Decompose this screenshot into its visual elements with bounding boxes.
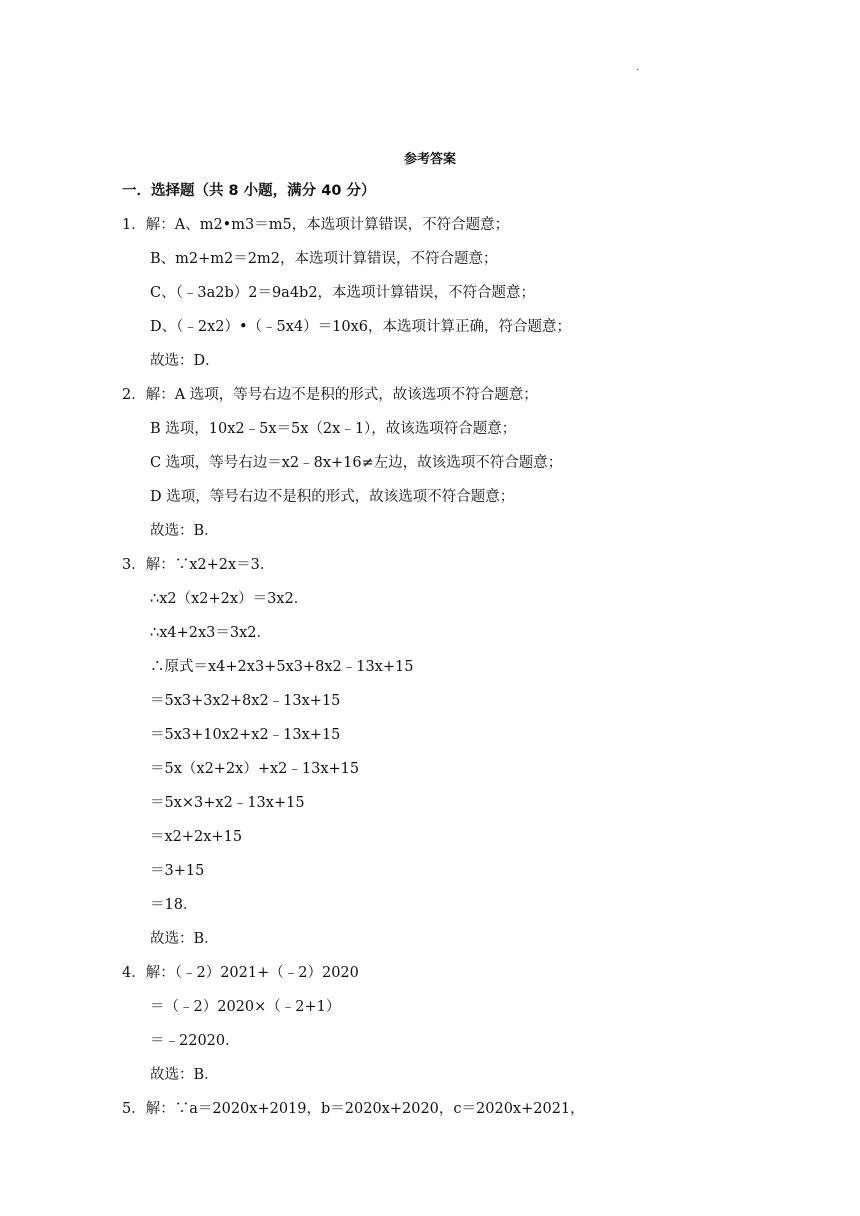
answer-line: B、m2+m2＝2m2，本选项计算错误，不符合题意； <box>150 251 498 267</box>
answer-line: 故选：D． <box>150 353 220 369</box>
answer-line: ＝﹣22020． <box>150 1033 240 1049</box>
answer-line: ＝18． <box>150 897 198 913</box>
answer-line: ＝5x（x2+2x）+x2﹣13x+15 <box>150 761 360 777</box>
answer-line: B 选项，10x2﹣5x＝5x（2x﹣1），故该选项符合题意； <box>150 421 517 437</box>
answer-line: D、（﹣2x2）•（﹣5x4）＝10x6，本选项计算正确，符合题意； <box>150 319 572 335</box>
answer-line: D 选项，等号右边不是积的形式，故该选项不符合题意； <box>150 489 515 505</box>
answer-line: ∴原式＝x4+2x3+5x3+8x2﹣13x+15 <box>150 659 414 675</box>
answer-line: 5．解：∵a＝2020x+2019，b＝2020x+2020，c＝2020x+2021， <box>122 1101 585 1117</box>
answer-line: 故选：B． <box>150 523 219 539</box>
answer-line: C、（﹣3a2b）2＝9a4b2，本选项计算错误，不符合题意； <box>150 285 536 301</box>
answer-line: 1．解：A、m2•m3＝m5，本选项计算错误，不符合题意； <box>122 217 510 233</box>
header-dot: . <box>636 62 640 73</box>
answer-line: 故选：B． <box>150 931 219 947</box>
answer-line: ＝（﹣2）2020×（﹣2+1） <box>150 999 341 1015</box>
answer-line: 4．解：（﹣2）2021+（﹣2）2020 <box>122 965 359 981</box>
answer-line: ＝3+15 <box>150 863 205 879</box>
answer-line: 2．解：A 选项，等号右边不是积的形式，故该选项不符合题意； <box>122 387 538 403</box>
answer-line: ∴x2（x2+2x）＝3x2． <box>150 591 309 607</box>
answer-line: C 选项，等号右边＝x2﹣8x+16≠左边，故该选项不符合题意； <box>150 455 563 471</box>
answer-line: ∴x4+2x3＝3x2． <box>150 625 272 641</box>
answer-line: 故选：B． <box>150 1067 219 1083</box>
answer-line: ＝5x3+10x2+x2﹣13x+15 <box>150 727 341 743</box>
answer-line: ＝5x×3+x2﹣13x+15 <box>150 795 305 811</box>
answer-line: 3．解：∵x2+2x＝3． <box>122 557 275 573</box>
answer-line: ＝5x3+3x2+8x2﹣13x+15 <box>150 693 341 709</box>
section-heading: 一．选择题（共 8 小题，满分 40 分） <box>122 183 376 199</box>
page-title: 参考答案 <box>403 152 456 167</box>
answer-line: ＝x2+2x+15 <box>150 829 243 845</box>
